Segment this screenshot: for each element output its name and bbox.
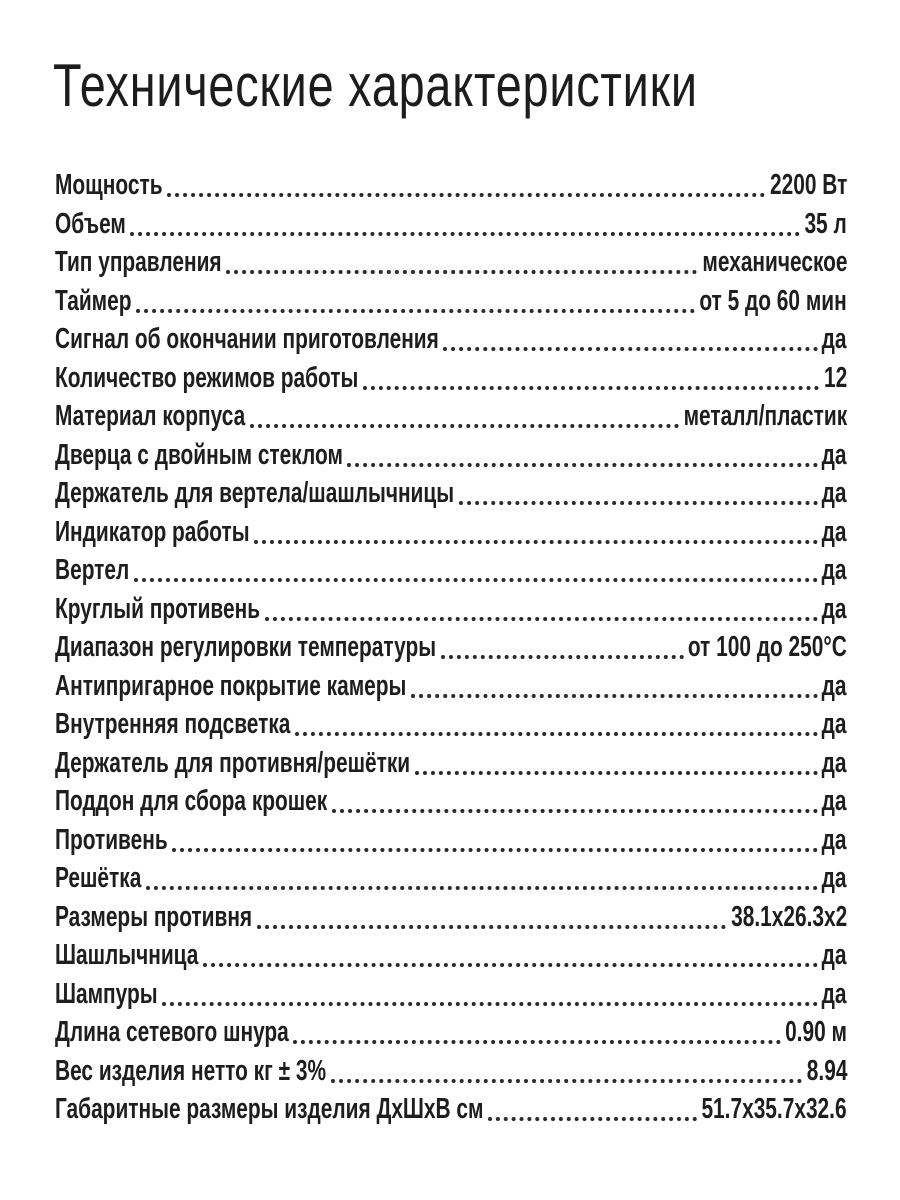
spec-label: Противень (55, 823, 168, 856)
spec-row (55, 205, 847, 244)
dot-leader (203, 963, 818, 967)
spec-row (55, 936, 847, 975)
spec-row (55, 436, 847, 475)
spec-label: Держатель для противня/решётки (55, 746, 411, 779)
spec-label: Диапазон регулировки температуры (55, 631, 437, 663)
dot-leader (411, 694, 818, 698)
dot-leader (130, 232, 800, 236)
dot-leader (363, 386, 819, 390)
spec-row (55, 513, 847, 552)
spec-value: да (822, 708, 847, 740)
dot-leader (172, 848, 818, 852)
spec-list (55, 166, 847, 1129)
spec-row (55, 590, 847, 629)
spec-row (55, 551, 847, 590)
spec-value: да (822, 862, 847, 894)
dot-leader (257, 925, 726, 929)
spec-label: Внутренняя подсветка (55, 708, 291, 740)
spec-value: 12 (824, 361, 848, 394)
spec-value: да (822, 785, 847, 817)
spec-value: да (822, 746, 847, 779)
dot-leader (136, 309, 695, 313)
spec-row (55, 667, 847, 706)
dot-leader (332, 809, 818, 813)
spec-row (55, 282, 847, 321)
spec-row (55, 166, 847, 205)
spec-value: 35 л (804, 207, 847, 240)
dot-leader (134, 578, 818, 582)
spec-label: Вертел (55, 554, 130, 586)
dot-leader (254, 540, 818, 544)
spec-row (55, 243, 847, 282)
spec-value: металл/пластик (683, 400, 848, 432)
spec-row (55, 744, 847, 783)
dot-leader (441, 655, 684, 659)
spec-value: да (822, 669, 847, 702)
spec-value: 38.1x26.3x2 (731, 900, 848, 933)
spec-label: Длина сетевого шнура (55, 1016, 289, 1048)
spec-label: Индикатор работы (55, 515, 250, 548)
dot-leader (347, 463, 818, 467)
spec-row (55, 320, 847, 359)
spec-value: да (822, 477, 847, 509)
spec-row (55, 628, 847, 667)
dot-leader (443, 347, 818, 351)
dot-leader (459, 501, 818, 505)
spec-value: да (822, 592, 847, 625)
spec-value: да (822, 823, 847, 856)
dot-leader (226, 270, 697, 274)
spec-row (55, 898, 847, 937)
spec-value: от 100 до 250°С (688, 631, 847, 663)
spec-row (55, 359, 847, 398)
spec-label: Габаритные размеры изделия ДхШхВ см (55, 1093, 484, 1125)
dot-leader (331, 1079, 802, 1083)
spec-label: Таймер (55, 284, 132, 317)
spec-value: да (822, 438, 847, 471)
spec-value: от 5 до 60 мин (699, 284, 847, 317)
spec-label: Дверца с двойным стеклом (55, 438, 343, 471)
spec-value: да (822, 323, 847, 355)
spec-row (55, 1052, 847, 1091)
spec-label: Тип управления (55, 246, 222, 278)
spec-label: Количество режимов работы (55, 361, 359, 394)
spec-row (55, 782, 847, 821)
spec-label: Круглый противень (55, 592, 261, 625)
spec-value: механическое (701, 246, 847, 278)
spec-row (55, 975, 847, 1014)
spec-row (55, 705, 847, 744)
spec-label: Поддон для сбора крошек (55, 785, 328, 817)
spec-value: 0.90 м (785, 1016, 847, 1048)
spec-label: Шампуры (55, 977, 158, 1010)
spec-value: 2200 Вт (770, 169, 848, 201)
dot-leader (293, 1040, 781, 1044)
dot-leader (162, 1002, 818, 1006)
spec-label: Материал корпуса (55, 400, 246, 432)
spec-row (55, 474, 847, 513)
dot-leader (488, 1117, 697, 1121)
spec-row (55, 859, 847, 898)
spec-value: да (822, 515, 847, 548)
dot-leader (265, 617, 818, 621)
spec-value: 8.94 (806, 1054, 848, 1087)
spec-label: Решётка (55, 862, 142, 894)
dot-leader (146, 886, 818, 890)
page-title: Технические характеристики (53, 52, 698, 119)
spec-row (55, 1090, 847, 1129)
dot-leader (167, 193, 765, 197)
dot-leader (415, 771, 818, 775)
spec-row (55, 397, 847, 436)
dot-leader (250, 424, 679, 428)
spec-label: Держатель для вертела/шашлычницы (55, 477, 455, 509)
spec-value: да (822, 939, 847, 971)
spec-value: да (822, 554, 847, 586)
spec-label: Вес изделия нетто кг ± 3% (55, 1054, 327, 1087)
spec-label: Антипригарное покрытие камеры (55, 669, 407, 702)
spec-value: 51.7x35.7x32.6 (701, 1093, 847, 1125)
dot-leader (295, 732, 818, 736)
spec-row (55, 821, 847, 860)
spec-label: Объем (55, 207, 126, 240)
spec-label: Шашлычница (55, 939, 199, 971)
spec-row (55, 1013, 847, 1052)
spec-label: Мощность (55, 169, 163, 201)
spec-label: Сигнал об окончании приготовления (55, 323, 439, 355)
spec-label: Размеры противня (55, 900, 253, 933)
spec-value: да (822, 977, 847, 1010)
